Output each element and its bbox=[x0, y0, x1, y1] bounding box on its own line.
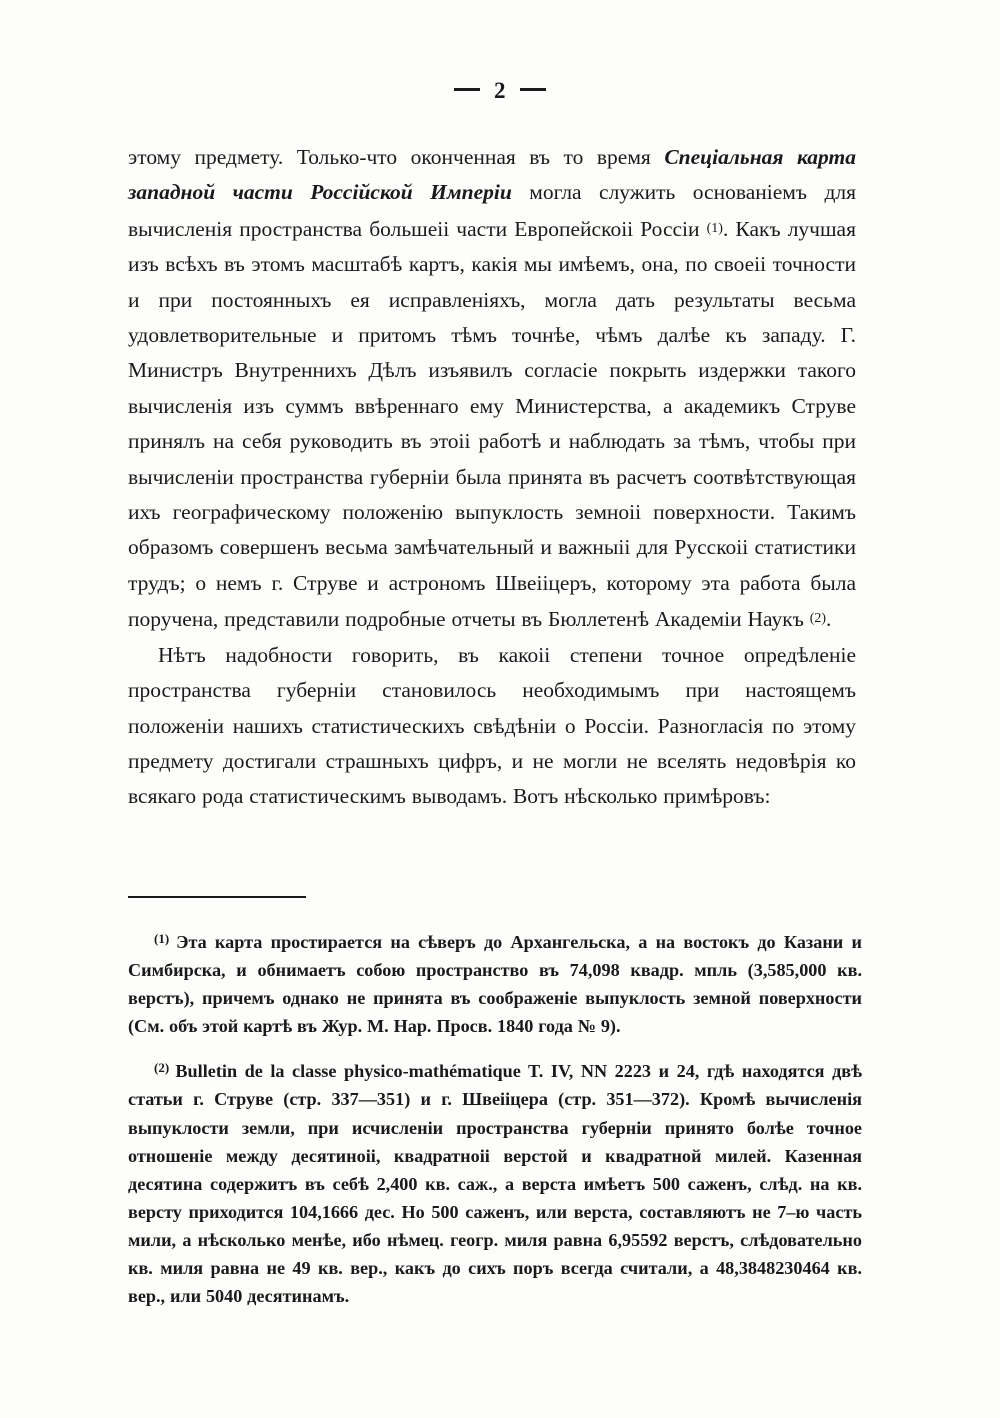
footnote-separator-rule bbox=[128, 896, 306, 898]
paragraph-second: Нѣтъ надобности говорить, въ какоіі степени точное опредѣленіе пространства губерніи становилось необходимымъ при настоящемъ положеніи нашихъ статистическихъ свѣдѣніи о Россіи. Разногласія по этому предмету достигали страшныхъ цифръ, и не могли не вселять недовѣрія ко всякаго рода статистическимъ выводамъ. Вотъ нѣсколько примѣровъ: bbox=[128, 642, 856, 809]
footnote-reference[interactable]: (2) bbox=[809, 611, 827, 627]
footnote-area bbox=[128, 925, 862, 1310]
text-run: . bbox=[826, 607, 832, 632]
footnote-marker-2: (2) bbox=[154, 1060, 176, 1076]
header-dash-right bbox=[520, 88, 546, 91]
paragraph-continuation bbox=[128, 140, 856, 638]
body-text bbox=[128, 140, 856, 815]
footnote-reference[interactable]: (1) bbox=[706, 220, 723, 236]
footnote-2 bbox=[128, 1054, 862, 1310]
text-run: могла служить основаніемъ для вычисленія пространства большеіі части Европейскоіі Россіи bbox=[128, 180, 857, 241]
footnote-1-text: Эта карта простирается на сѣверъ до Архангельска, а на востокъ до Казани и Симбирска, и обнимаетъ собою пространство въ 74,098 квадр. мпль (3,585,000 кв. верстъ), причемъ однако не принята въ соображеніе выпуклость земной поверхности (См. объ этой картѣ въ Жур. М. Нар. Просв. 1840 года № 9). bbox=[128, 932, 862, 1037]
map-title-italic: Спеціальная карта западной части Россійской Имперіи bbox=[128, 145, 856, 205]
text-run: этому предмету. Только-что оконченная въ то время bbox=[128, 145, 665, 169]
page-header bbox=[0, 78, 1000, 104]
page-number: 2 bbox=[494, 78, 506, 103]
footnote-2-text: и 24, гдѣ находятся двѣ статьи г. Струве (стр. 337—351) и г. Швеііцера (стр. 351—372). Кромѣ вычисленія выпуклости земли, при исчисленіи пространства губерніи принято болѣе точное отношеніе между десятиноіі, квадратноіі верстой и квадратной милей. Казенная десятина содержитъ въ себѣ 2,400 кв. саж., а верста имѣетъ 500 саженъ, слѣд. на кв. версту приходится 104,1666 дес. Но 500 саженъ, или верста, составляютъ не 7–ю часть мили, а нѣсколько менѣе, ибо нѣмец. геогр. миля равна 6,95592 верстъ, слѣдовательно кв. миля равна не 49 кв. вер., какъ до сихъ поръ всегда считали, а 48,3848230464 кв. вер., или 5040 десятинамъ. bbox=[128, 1061, 863, 1307]
text-run: . Какъ лучшая изъ всѣхъ въ этомъ масштабѣ картъ, какія мы имѣемъ, она, по своеіі точности и при постоянныхъ ея исправленіяхъ, могла дать результаты весьма удовлетворительные и притомъ тѣмъ точнѣе, чѣмъ далѣе къ западу. Г. Министръ Внутреннихъ Дѣлъ изъявилъ согласіе покрыть издержки такого вычисленія изъ суммъ ввѣреннаго ему Министерства, а академикъ Струве принялъ на себя руководить въ этоіі работѣ и наблюдать за тѣмъ, чтобы при вычисленіи пространства губерніи была принята въ расчетъ соотвѣтствующая ихъ географическому положенію выпуклость земноіі поверхности. Такимъ образомъ совершенъ весьма замѣчательный и важныіі для Русскоіі статистики трудъ; о немъ г. Струве и астрономъ Швеііцеръ, которому эта работа была поручена, представили подробные отчеты въ Бюллетенѣ Академіи Наукъ bbox=[128, 216, 856, 632]
footnote-marker-1: (1) bbox=[154, 931, 177, 946]
header-dash-left bbox=[454, 88, 480, 91]
footnote-2-bulletin-title: Bulletin de la classe physico-mathématique T. IV, NN 2223 bbox=[175, 1061, 659, 1082]
footnote-1 bbox=[128, 925, 862, 1040]
